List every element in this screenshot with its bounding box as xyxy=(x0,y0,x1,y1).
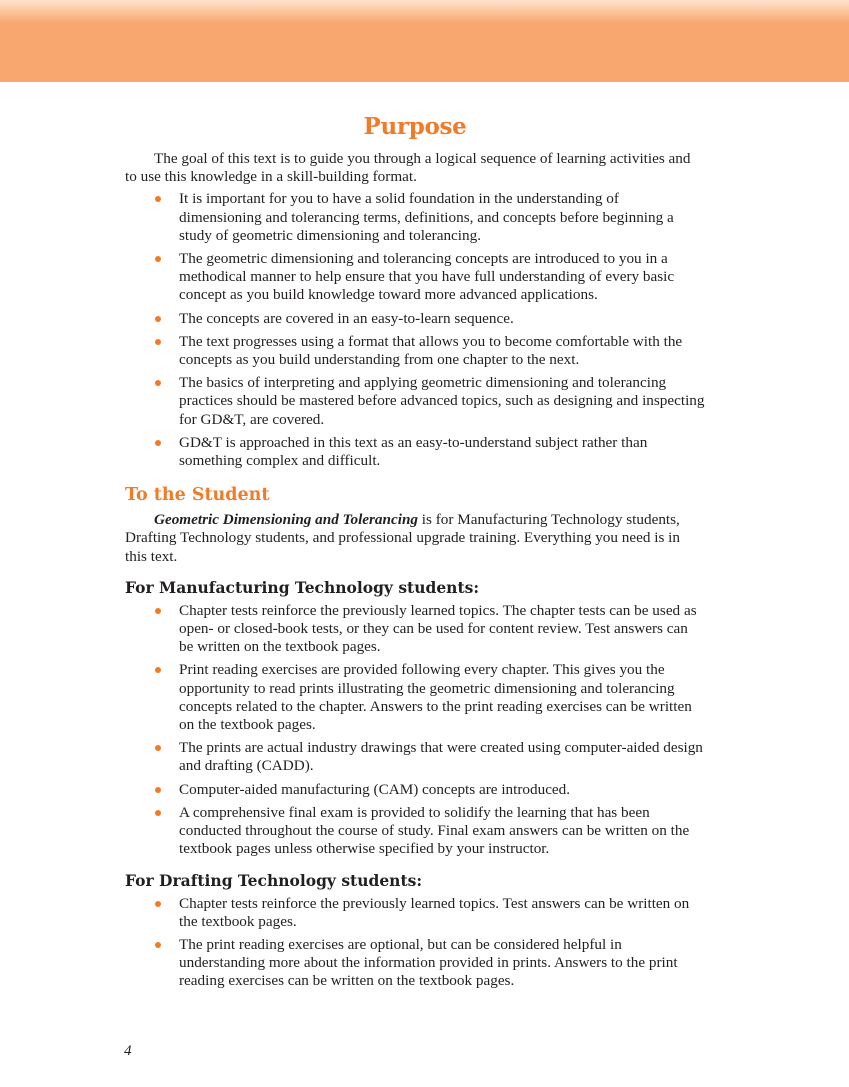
page-title: Purpose xyxy=(363,113,467,140)
page-content xyxy=(125,112,705,996)
list-item: A comprehensive final exam is provided to solidify the learning that has been conducted throughout the course of study. Final exam answers can be written on the textbook pages unless otherwise specified by your instructor. xyxy=(125,804,705,859)
intro-paragraph: The goal of this text is to guide you through a logical sequence of learning activities and to use this knowledge in a skill-building format. xyxy=(125,150,691,186)
list-item: It is important for you to have a solid foundation in the understanding of dimensioning and tolerancing terms, definitions, and concepts before beginning a study of geometric dimensioning and tolerancing. xyxy=(125,190,705,245)
list-item: The print reading exercises are optional, but can be considered helpful in understanding more about the information provided in prints. Answers to the print reading exercises can be written on the textbook pages. xyxy=(125,936,705,991)
list-item: GD&T is approached in this text as an easy-to-understand subject rather than something complex and difficult. xyxy=(125,434,705,470)
bullet-icon xyxy=(155,196,161,202)
page-number: 4 xyxy=(124,1043,132,1059)
bullet-icon xyxy=(155,787,161,793)
list-item: Chapter tests reinforce the previously learned topics. The chapter tests can be used as open- or closed-book tests, or they can be used for content review. Test answers can be written on the textbook pages. xyxy=(125,602,705,657)
subheading-manufacturing: For Manufacturing Technology students: xyxy=(125,577,480,597)
list-item: The basics of interpreting and applying geometric dimensioning and tolerancing practices should be mastered before advanced topics, such as designing and inspecting for GD&T, are covered. xyxy=(125,374,705,429)
list-item: The prints are actual industry drawings that were created using computer-aided design and drafting (CADD). xyxy=(125,739,705,775)
bullet-icon xyxy=(155,380,161,386)
subheading-drafting: For Drafting Technology students: xyxy=(125,870,423,890)
bullet-icon xyxy=(155,339,161,345)
book-title: Geometric Dimensioning and Tolerancing xyxy=(154,511,418,529)
bullet-icon xyxy=(155,316,161,322)
purpose-bullet-list xyxy=(125,190,705,470)
section-heading-to-the-student: To the Student xyxy=(125,485,270,506)
list-item: The geometric dimensioning and tolerancing concepts are introduced to you in a methodical manner to help ensure that you have full understanding of every basic concept as you build knowledge toward more advanced applications. xyxy=(125,250,705,305)
list-item: The concepts are covered in an easy-to-learn sequence. xyxy=(125,310,705,328)
bullet-icon xyxy=(155,667,161,673)
bullet-icon xyxy=(155,440,161,446)
bullet-icon xyxy=(155,608,161,614)
bullet-icon xyxy=(155,745,161,751)
manufacturing-bullet-list xyxy=(125,602,705,859)
bullet-icon xyxy=(155,901,161,907)
bullet-icon xyxy=(155,942,161,948)
header-band xyxy=(0,0,849,82)
list-item: Chapter tests reinforce the previously learned topics. Test answers can be written on the textbook pages. xyxy=(125,895,705,931)
student-paragraph: Geometric Dimensioning and Tolerancing is for Manufacturing Technology students, Drafting Technology students, and professional upgrade training. Everything you need is in this text. xyxy=(125,511,680,565)
drafting-bullet-list xyxy=(125,895,705,991)
list-item: Computer-aided manufacturing (CAM) concepts are introduced. xyxy=(125,781,705,799)
bullet-icon xyxy=(155,256,161,262)
bullet-icon xyxy=(155,810,161,816)
list-item: Print reading exercises are provided following every chapter. This gives you the opportunity to read prints illustrating the geometric dimensioning and tolerancing concepts related to the chapter. Answers to the print reading exercises can be written on the textbook pages. xyxy=(125,661,705,734)
list-item: The text progresses using a format that allows you to become comfortable with the concepts as you build understanding from one chapter to the next. xyxy=(125,333,705,369)
